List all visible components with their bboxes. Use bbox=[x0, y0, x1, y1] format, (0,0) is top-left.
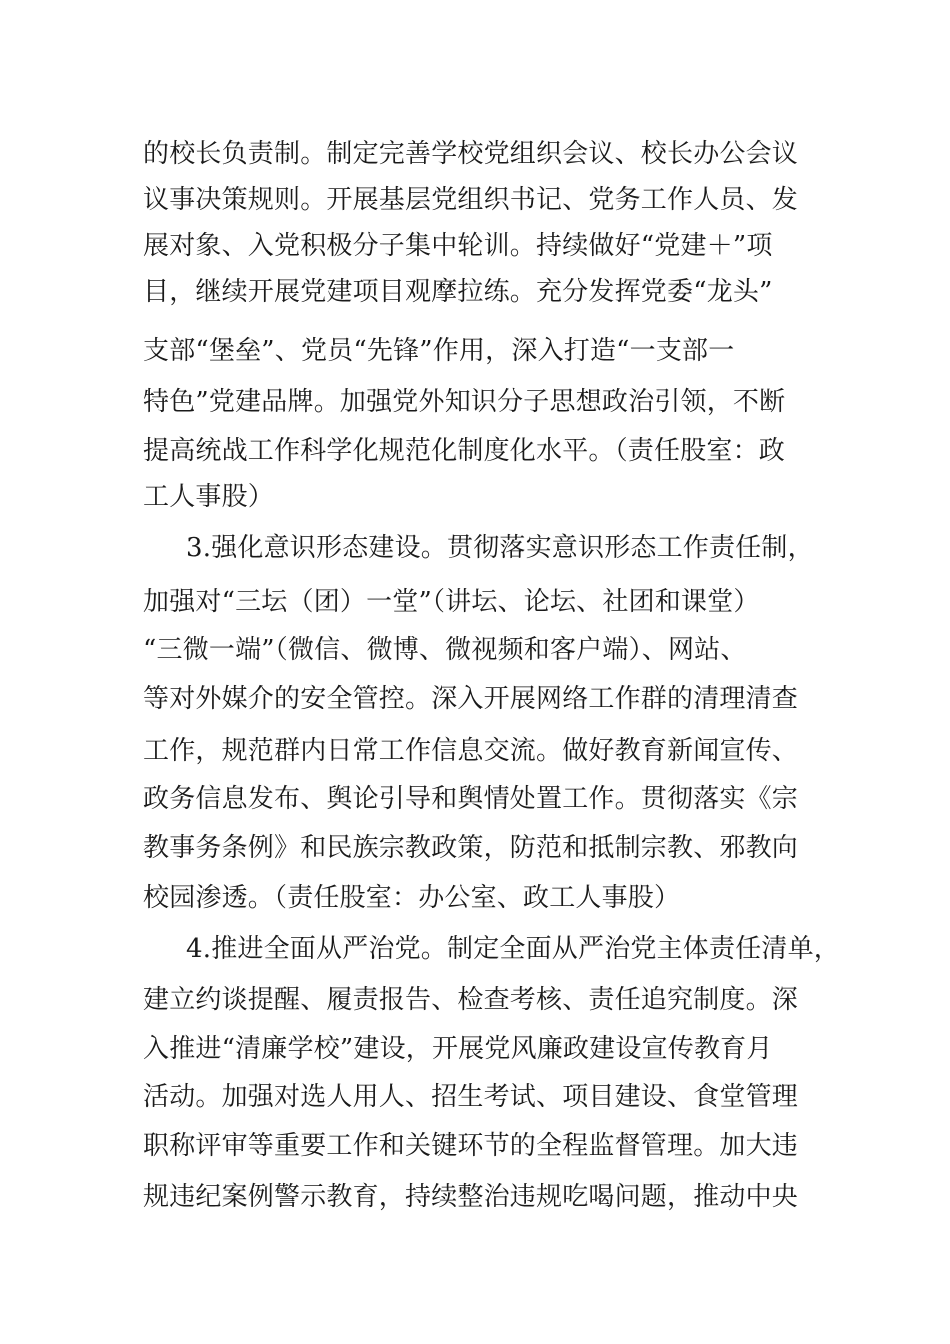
text-line: 政务信息发布、舆论引导和舆情处置工作。贯彻落实《宗 bbox=[143, 784, 799, 814]
text-line: 活动。加强对选人用人、招生考试、项目建设、食堂管理 bbox=[143, 1082, 799, 1112]
text-line: 入推进“清廉学校”建设，开展党风廉政建设宣传教育月 bbox=[143, 1034, 773, 1064]
section-heading-4: 4.推进全面从严治党。制定全面从严治党主体责任清单， bbox=[186, 934, 841, 964]
text-line: 规违纪案例警示教育，持续整治违规吃喝问题，推动中央 bbox=[143, 1182, 799, 1212]
text-line: 支部“堡垒”、党员“先锋”作用，深入打造“一支部一 bbox=[143, 336, 735, 366]
text-line: 议事决策规则。开展基层党组织书记、党务工作人员、发 bbox=[143, 185, 799, 215]
text-line: 提高统战工作科学化规范化制度化水平。（责任股室：政 bbox=[143, 436, 786, 466]
text-line: 目，继续开展党建项目观摩拉练。充分发挥党委“龙头” bbox=[143, 277, 773, 307]
text-line: 教事务条例》和民族宗教政策，防范和抵制宗教、邪教向 bbox=[143, 833, 799, 863]
section-heading-3: 3.强化意识形态建设。贯彻落实意识形态工作责任制， bbox=[186, 533, 814, 563]
text-line: 校园渗透。（责任股室：办公室、政工人事股） bbox=[143, 883, 681, 913]
text-line: 加强对“三坛（团）一堂”（讲坛、论坛、社团和课堂） bbox=[143, 587, 760, 617]
text-line: 工人事股） bbox=[143, 482, 275, 512]
text-line: 特色”党建品牌。加强党外知识分子思想政治引领，不断 bbox=[143, 387, 786, 417]
text-line: 等对外媒介的安全管控。深入开展网络工作群的清理清查 bbox=[143, 684, 799, 714]
text-line: 工作，规范群内日常工作信息交流。做好教育新闻宣传、 bbox=[143, 736, 799, 766]
text-line: 职称评审等重要工作和关键环节的全程监督管理。加大违 bbox=[143, 1131, 799, 1161]
text-line: 建立约谈提醒、履责报告、检查考核、责任追究制度。深 bbox=[143, 985, 799, 1015]
text-line: “三微一端”（微信、微博、微视频和客户端）、网站、 bbox=[143, 635, 747, 665]
text-line: 的校长负责制。制定完善学校党组织会议、校长办公会议 bbox=[143, 139, 799, 169]
text-line: 展对象、入党积极分子集中轮训。持续做好“党建＋”项 bbox=[143, 231, 773, 261]
